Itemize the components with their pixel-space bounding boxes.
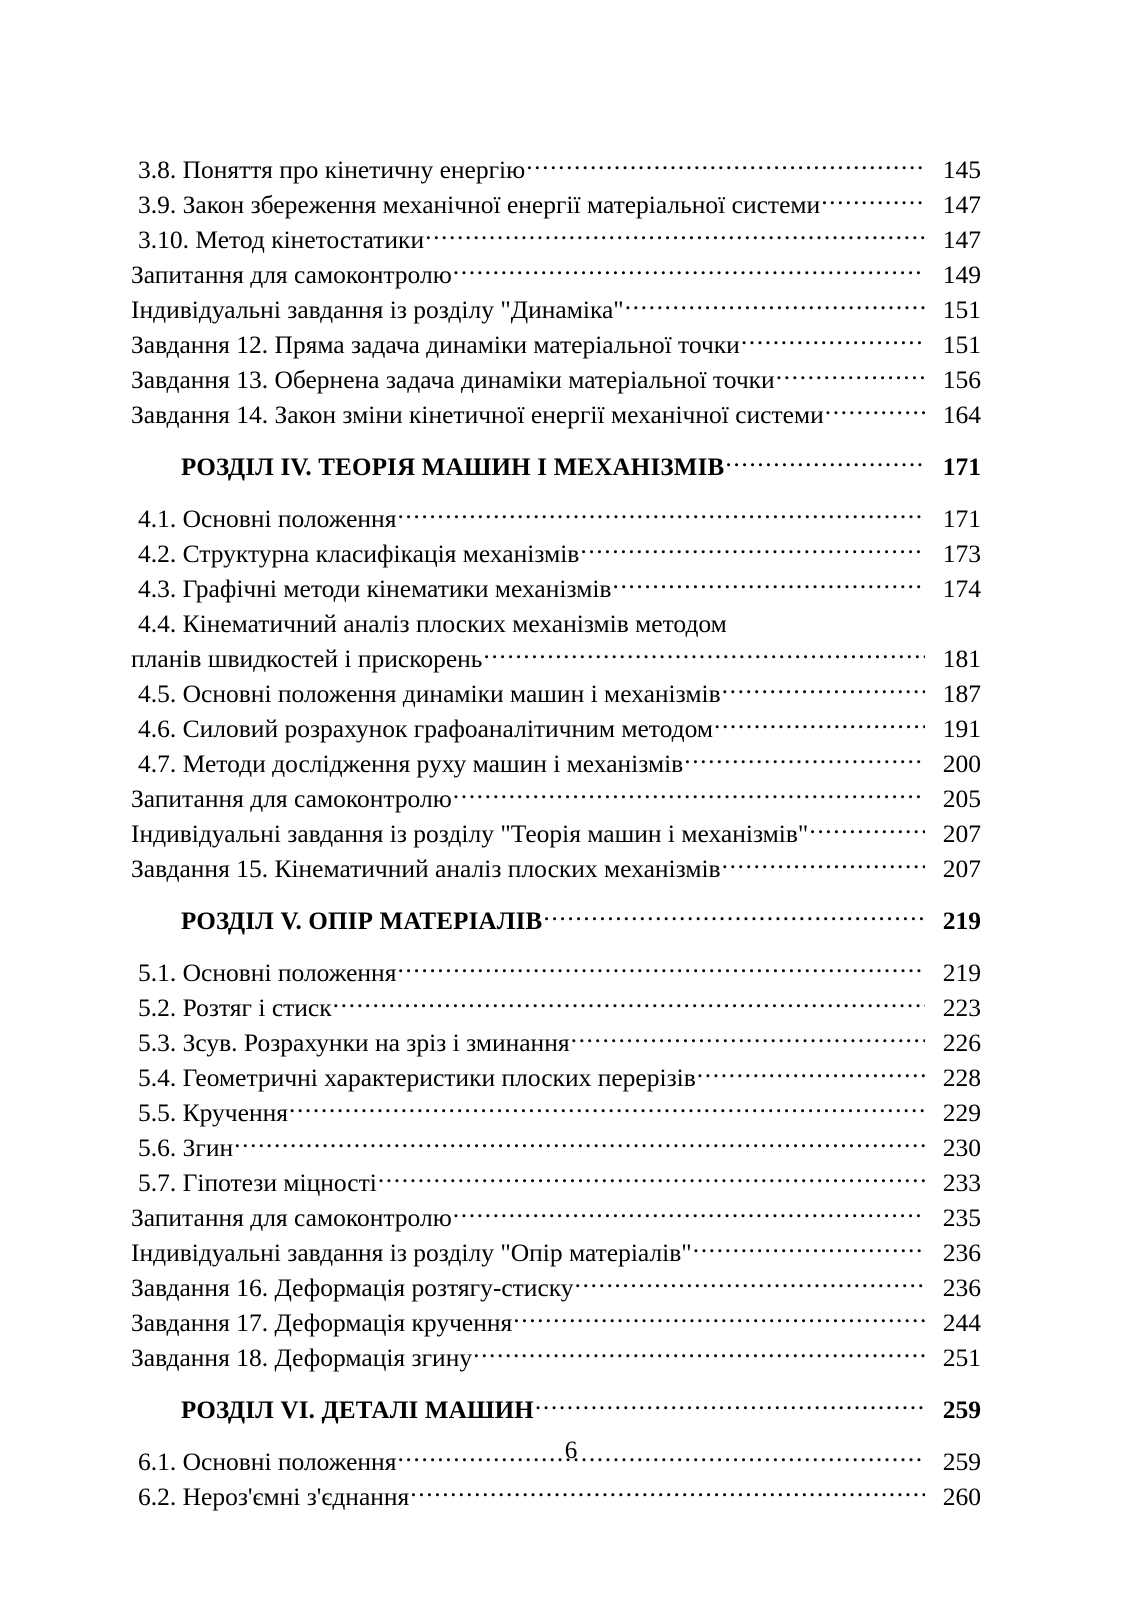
toc-entry-label: 5.3. Зсув. Розрахунки на зріз і зминання <box>138 1028 570 1057</box>
toc-page-number: 171 <box>942 504 981 533</box>
toc-page-number: 236 <box>942 1238 981 1267</box>
toc-leader-dots <box>741 328 925 354</box>
toc-page-number: 200 <box>942 749 981 778</box>
toc-entry[interactable] <box>131 606 981 641</box>
toc-entry-label: 3.9. Закон збереження механічної енергії матеріальної системи <box>138 190 821 219</box>
toc-leader-dots <box>821 188 925 214</box>
toc-page-number: 228 <box>942 1063 981 1092</box>
toc-entry-label: 4.2. Структурна класифікація механізмів <box>138 539 580 568</box>
toc-page-number: 173 <box>942 539 981 568</box>
section-spacer <box>131 1375 981 1392</box>
toc-entry-label: 3.10. Метод кінетостатики <box>138 225 425 254</box>
toc-page-number: 207 <box>942 854 981 883</box>
toc-entry-label: 5.2. Розтяг і стиск <box>138 993 332 1022</box>
toc-leader-dots <box>684 747 925 773</box>
toc-section-label: РОЗДІЛ V. ОПІР МАТЕРІАЛІВ <box>181 908 543 935</box>
toc-entry-label: 4.3. Графічні методи кінематики механізмів <box>138 574 612 603</box>
toc-entry[interactable] <box>131 222 981 257</box>
toc-entry[interactable] <box>131 571 981 606</box>
toc-leader-dots <box>513 1306 925 1332</box>
toc-entry[interactable] <box>131 257 981 292</box>
toc-entry-label: 5.6. Згин <box>138 1133 234 1162</box>
toc-entry-label: 6.1. Основні положення <box>138 1447 397 1476</box>
toc-leader-dots <box>453 258 925 284</box>
toc-entry[interactable] <box>131 990 981 1025</box>
toc-page-number: 151 <box>942 330 981 359</box>
section-spacer <box>131 484 981 501</box>
toc-entry[interactable] <box>131 1270 981 1305</box>
toc-page-number: 151 <box>942 295 981 324</box>
toc-entry-label: Завдання 14. Закон зміни кінетичної енергії механічної системи <box>131 400 824 429</box>
toc-entry[interactable] <box>131 397 981 432</box>
toc-leader-dots <box>453 1201 925 1227</box>
toc-page-number: 149 <box>942 260 981 289</box>
toc-leader-dots <box>333 991 925 1017</box>
toc-entry[interactable] <box>131 1165 981 1200</box>
toc-leader-dots <box>535 1393 925 1418</box>
toc-page-number: 219 <box>942 958 981 987</box>
toc-page-number: 174 <box>942 574 981 603</box>
toc-leader-dots <box>397 502 925 528</box>
toc-entry-label: 4.4. Кінематичний аналіз плоских механізмів методом <box>138 609 727 638</box>
toc-leader-dots <box>714 712 925 738</box>
toc-section-label: РОЗДІЛ IV. ТЕОРІЯ МАШИН І МЕХАНІЗМІВ <box>181 454 725 481</box>
toc-leader-dots <box>378 1166 925 1192</box>
toc-entry-label: Індивідуальні завдання із розділу "Динаміка" <box>131 295 624 324</box>
table-of-contents-list <box>131 152 981 1514</box>
toc-page-number: 229 <box>942 1098 981 1127</box>
toc-entry[interactable] <box>131 1235 981 1270</box>
toc-leader-dots <box>612 572 925 598</box>
toc-leader-dots <box>453 782 925 808</box>
toc-section-heading[interactable] <box>131 449 981 484</box>
toc-section-label: РОЗДІЛ VI. ДЕТАЛІ МАШИН <box>181 1397 534 1424</box>
toc-page-number: 235 <box>942 1203 981 1232</box>
toc-page-number: 207 <box>942 819 981 848</box>
toc-entry[interactable] <box>131 1060 981 1095</box>
toc-entry[interactable] <box>131 1130 981 1165</box>
toc-leader-dots <box>543 904 925 929</box>
toc-entry-label: Завдання 16. Деформація розтягу-стиску <box>131 1273 574 1302</box>
toc-entry-label: планів швидкостей і прискорень <box>131 644 483 673</box>
toc-leader-dots <box>425 223 925 249</box>
toc-entry[interactable] <box>131 362 981 397</box>
toc-page-number: 147 <box>942 190 981 219</box>
toc-page-number: 164 <box>942 400 981 429</box>
toc-page-number: 260 <box>942 1482 981 1511</box>
toc-leader-dots <box>722 677 925 703</box>
toc-entry[interactable] <box>131 1025 981 1060</box>
toc-page-number: 156 <box>942 365 981 394</box>
toc-page-number: 259 <box>942 1447 981 1476</box>
toc-leader-dots <box>473 1341 925 1367</box>
toc-entry[interactable] <box>131 676 981 711</box>
toc-entry-label: 5.5. Кручення <box>138 1098 288 1127</box>
toc-page-number: 223 <box>942 993 981 1022</box>
toc-leader-dots <box>697 1061 925 1087</box>
toc-entry-label: 6.2. Нероз'ємні з'єднання <box>138 1482 410 1511</box>
toc-entry[interactable] <box>131 1095 981 1130</box>
toc-leader-dots <box>825 398 925 424</box>
toc-entry-label: 5.7. Гіпотези міцності <box>138 1168 377 1197</box>
toc-page-number: 181 <box>942 644 981 673</box>
toc-leader-dots <box>725 450 925 475</box>
toc-entry[interactable] <box>131 1200 981 1235</box>
toc-page-number: 187 <box>942 679 981 708</box>
toc-entry-label: 5.1. Основні положення <box>138 958 397 987</box>
toc-leader-dots <box>526 153 925 179</box>
toc-page-number: 171 <box>942 452 981 481</box>
toc-entry-label: Завдання 13. Обернена задача динаміки матеріальної точки <box>131 365 775 394</box>
toc-section-heading[interactable] <box>131 1392 981 1427</box>
toc-entry-label: Запитання для самоконтролю <box>131 260 452 289</box>
toc-entry[interactable] <box>131 536 981 571</box>
toc-page-number: 205 <box>942 784 981 813</box>
section-spacer <box>131 938 981 955</box>
toc-leader-dots <box>809 817 925 843</box>
toc-entry-label: Завдання 12. Пряма задача динаміки матеріальної точки <box>131 330 740 359</box>
toc-entry-label: 3.8. Поняття про кінетичну енергію <box>138 155 526 184</box>
toc-entry[interactable] <box>131 746 981 781</box>
toc-page-number: 219 <box>942 906 981 935</box>
toc-entry-label: Індивідуальні завдання із розділу "Опір матеріалів" <box>131 1238 692 1267</box>
toc-entry-label: Запитання для самоконтролю <box>131 1203 452 1232</box>
toc-entry[interactable] <box>131 781 981 816</box>
toc-page-number: 251 <box>942 1343 981 1372</box>
section-spacer <box>131 886 981 903</box>
toc-entry[interactable] <box>131 816 981 851</box>
section-spacer <box>131 432 981 449</box>
toc-entry[interactable] <box>131 501 981 536</box>
toc-entry-label: 4.7. Методи дослідження руху машин і механізмів <box>138 749 684 778</box>
toc-entry[interactable] <box>131 187 981 222</box>
toc-leader-dots <box>693 1236 925 1262</box>
toc-page-number: 226 <box>942 1028 981 1057</box>
toc-entry-label: Індивідуальні завдання із розділу "Теорія машин і механізмів" <box>131 819 809 848</box>
toc-page-number: 230 <box>942 1133 981 1162</box>
toc-leader-dots <box>289 1096 925 1122</box>
toc-entry[interactable] <box>131 851 981 886</box>
toc-leader-dots <box>625 293 925 319</box>
toc-entry[interactable] <box>131 327 981 362</box>
toc-page-number: 147 <box>942 225 981 254</box>
toc-leader-dots <box>776 363 925 389</box>
toc-leader-dots <box>483 642 925 668</box>
toc-entry[interactable] <box>131 1305 981 1340</box>
toc-entry[interactable] <box>131 1479 981 1514</box>
toc-entry-label: Завдання 17. Деформація кручення <box>131 1308 513 1337</box>
toc-leader-dots <box>397 956 925 982</box>
toc-entry[interactable] <box>131 955 981 990</box>
toc-leader-dots <box>575 1271 925 1297</box>
toc-leader-dots <box>410 1480 925 1506</box>
toc-entry[interactable] <box>131 1340 981 1375</box>
toc-page-number: 259 <box>942 1395 981 1424</box>
page-footer-number: 6 <box>564 1437 578 1464</box>
toc-page-number: 191 <box>942 714 981 743</box>
toc-entry-label: 4.5. Основні положення динаміки машин і механізмів <box>138 679 721 708</box>
toc-entry[interactable] <box>131 641 981 676</box>
toc-entry[interactable] <box>131 292 981 327</box>
toc-entry[interactable] <box>131 152 981 187</box>
toc-page-number: 236 <box>942 1273 981 1302</box>
toc-leader-dots <box>234 1131 925 1157</box>
toc-leader-dots <box>571 1026 925 1052</box>
toc-leader-dots <box>722 852 925 878</box>
toc-section-heading[interactable] <box>131 903 981 938</box>
toc-leader-dots <box>580 537 925 563</box>
toc-entry-label: 4.1. Основні положення <box>138 504 397 533</box>
toc-entry-label: Завдання 18. Деформація згину <box>131 1343 473 1372</box>
toc-entry-label: 5.4. Геометричні характеристики плоских перерізів <box>138 1063 696 1092</box>
toc-entry-label: 4.6. Силовий розрахунок графоаналітичним методом <box>138 714 713 743</box>
toc-page-number: 244 <box>942 1308 981 1337</box>
toc-page-number: 145 <box>942 155 981 184</box>
toc-entry[interactable] <box>131 711 981 746</box>
toc-page-number: 233 <box>942 1168 981 1197</box>
toc-entry-label: Завдання 15. Кінематичний аналіз плоских механізмів <box>131 854 721 883</box>
toc-entry-label: Запитання для самоконтролю <box>131 784 452 813</box>
